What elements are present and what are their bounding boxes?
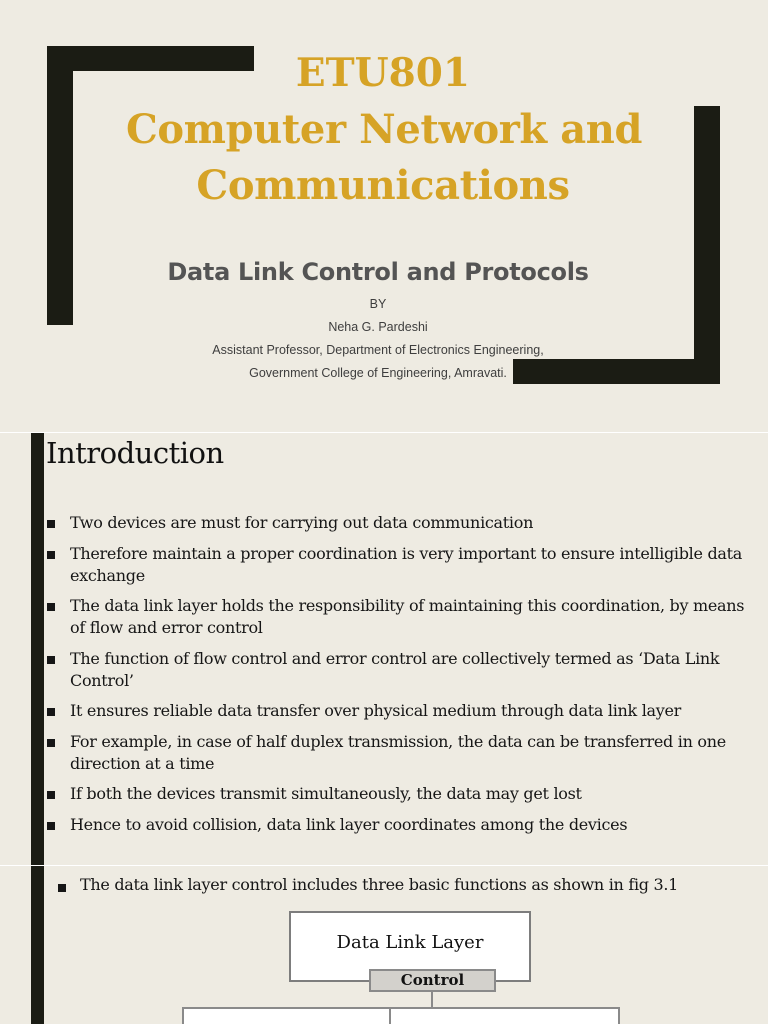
bullet-square-icon [47,520,55,528]
course-title-line2: Communications [196,162,570,209]
diagram-child-box-right [389,1007,620,1024]
tree-connector-vertical [431,992,433,1008]
diagram-child-box-left [182,1007,391,1024]
bullet-square-icon [47,822,55,830]
bullet-square-icon [47,656,55,664]
bullet-text: Two devices are must for carrying out data communication [70,513,534,532]
author-designation: Assistant Professor, Department of Electronics Engineering, [212,343,544,357]
list-item [46,512,756,534]
list-item [46,814,756,836]
course-code: ETU801 [295,50,471,96]
left-accent-bar [31,433,44,865]
diagram-box-control: Control [369,969,496,992]
author-institution: Government College of Engineering, Amravati. [249,366,507,380]
topic-title: Data Link Control and Protocols [167,258,589,286]
by-label: BY [369,297,387,311]
diagram-box-label: Data Link Layer [336,932,484,953]
list-item [46,543,756,587]
bullet-text: Hence to avoid collision, data link layer coordinates among the devices [70,814,628,834]
list-item [46,731,756,775]
bullet-text: Therefore maintain a proper coordination is very important to ensure intelligible data exchange [70,543,743,585]
bullet-square-icon [47,551,55,559]
bullet-text: The data link layer holds the responsibility of maintaining this coordination, by means of flow and error control [70,596,745,637]
bullet-square-icon [47,791,55,799]
list-item [46,700,756,722]
left-accent-bar [31,866,44,1024]
bullet-text: For example, in case of half duplex transmission, the data can be transferred in one direction at a time [70,731,726,773]
bullet-list [46,512,756,844]
list-item [46,595,756,639]
list-item [57,875,768,894]
introduction-slide [0,433,768,865]
functions-slide [0,866,768,1024]
bullet-square-icon [47,739,55,747]
bullet-text: If both the devices transmit simultaneously, the data may get lost [70,784,582,803]
list-item [46,648,756,692]
bullet-square-icon [47,708,55,716]
slide-heading: Introduction [46,436,224,470]
bullet-square-icon [47,603,55,611]
bullet-text: The function of flow control and error control are collectively termed as ‘Data Link Control’ [70,648,720,690]
list-item [46,783,756,805]
title-slide [0,0,768,432]
bullet-text: It ensures reliable data transfer over physical medium through data link layer [70,701,682,720]
course-title-line1: Computer Network and [125,106,643,153]
bullet-square-icon [58,884,66,892]
bullet-text: The data link layer control includes three basic functions as shown in fig 3.1 [80,875,679,894]
author-name: Neha G. Pardeshi [328,320,428,334]
